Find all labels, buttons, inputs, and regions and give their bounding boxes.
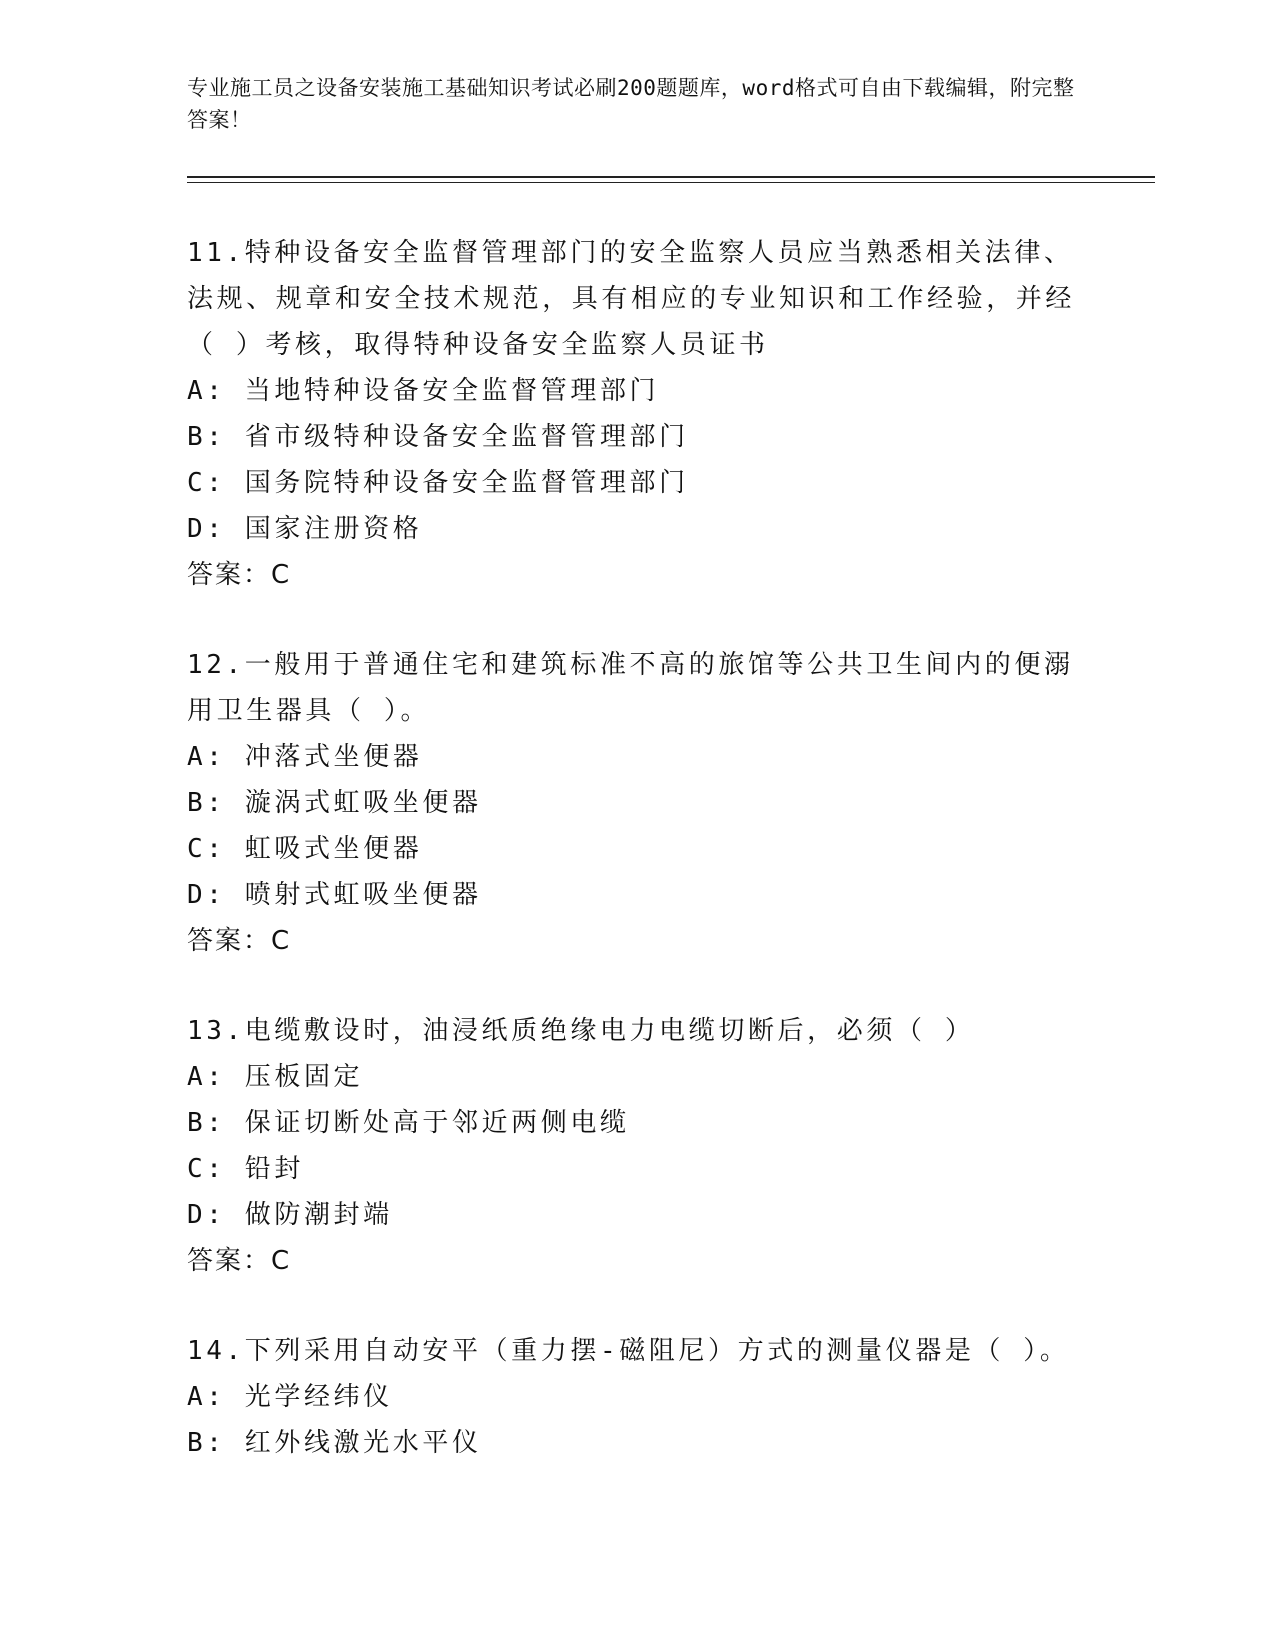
question-item [187, 642, 1087, 964]
question-option: B: 漩涡式虹吸坐便器 [187, 788, 482, 818]
question-option: D: 做防潮封端 [187, 1200, 393, 1230]
question-option: C: 虹吸式坐便器 [187, 834, 423, 864]
question-item [187, 1328, 1087, 1466]
question-item [187, 1008, 1087, 1284]
question-stem: 12.一般用于普通住宅和建筑标准不高的旅馆等公共卫生间内的便溺用卫生器具（ ）。 [187, 650, 1074, 726]
question-option: A: 当地特种设备安全监督管理部门 [187, 376, 660, 406]
question-stem: 13.电缆敷设时，油浸纸质绝缘电力电缆切断后，必须（ ） [187, 1016, 975, 1046]
question-stem: 14.下列采用自动安平（重力摆-磁阻尼）方式的测量仪器是（ ）。 [187, 1336, 1070, 1366]
question-option: D: 国家注册资格 [187, 514, 423, 544]
question-option: C: 铅封 [187, 1154, 304, 1184]
question-option: A: 压板固定 [187, 1062, 364, 1092]
question-option: B: 省市级特种设备安全监督管理部门 [187, 422, 689, 452]
question-option: B: 保证切断处高于邻近两侧电缆 [187, 1108, 630, 1138]
question-option: D: 喷射式虹吸坐便器 [187, 880, 482, 910]
question-answer: 答案：C [187, 926, 292, 956]
question-stem: 11.特种设备安全监督管理部门的安全监察人员应当熟悉相关法律、法规、规章和安全技术规范，具有相应的专业知识和工作经验，并经（ ）考核，取得特种设备安全监察人员证书 [187, 238, 1076, 360]
document-page [187, 72, 1087, 1458]
question-option: C: 国务院特种设备安全监督管理部门 [187, 468, 689, 498]
question-option: A: 冲落式坐便器 [187, 742, 423, 772]
question-item [187, 230, 1087, 598]
question-answer: 答案：C [187, 1246, 292, 1276]
document-intro-text: 专业施工员之设备安装施工基础知识考试必刷200题题库，word格式可自由下载编辑，附完整答案！ [187, 76, 1075, 132]
question-option: B: 红外线激光水平仪 [187, 1428, 482, 1458]
question-answer: 答案：C [187, 560, 292, 590]
question-list [187, 230, 1087, 1510]
question-option: A: 光学经纬仪 [187, 1382, 393, 1412]
header-divider [187, 176, 1155, 183]
